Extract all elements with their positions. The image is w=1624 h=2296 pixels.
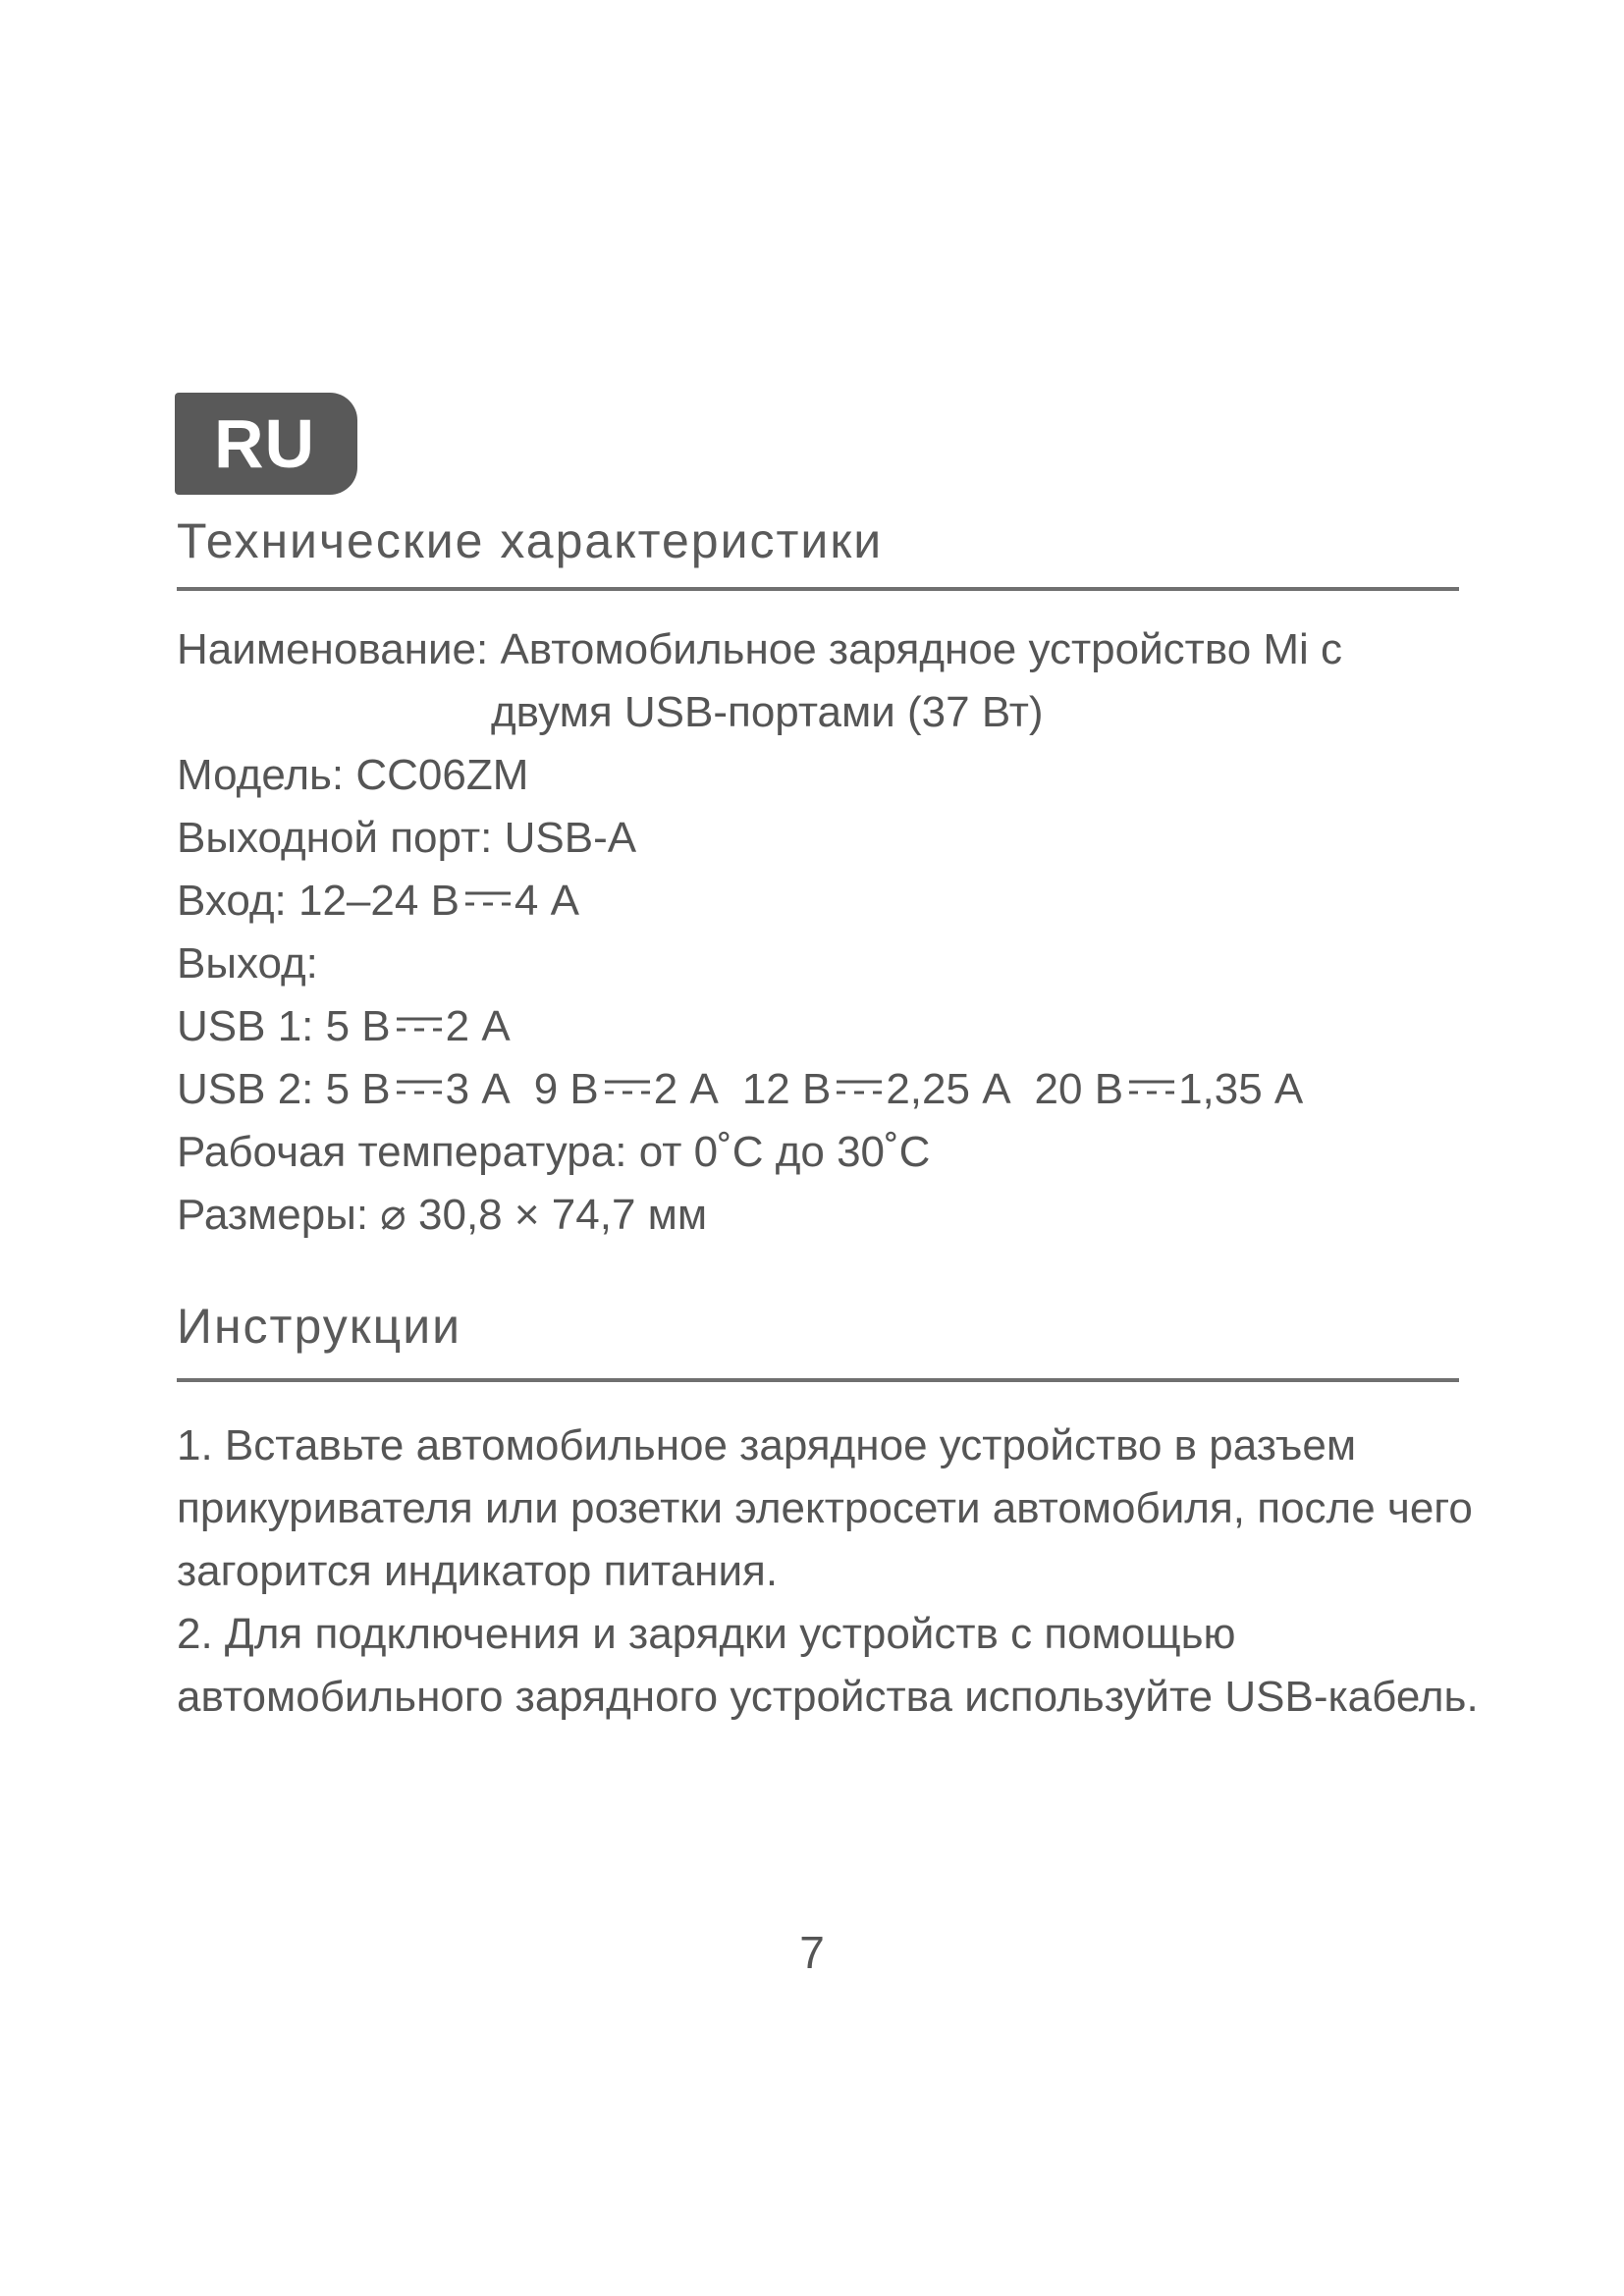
language-badge-label: RU — [214, 405, 316, 482]
specs-divider — [177, 587, 1459, 591]
spec-temperature: Рабочая температура: от 0˚C до 30˚C — [177, 1128, 931, 1176]
spec-usb1 — [177, 997, 511, 1056]
specs-title: Технические характеристики — [177, 513, 884, 568]
dc-current-icon — [835, 1077, 884, 1098]
spec-input-voltage: Вход: 12–24 В — [177, 877, 460, 925]
spec-usb2-voltage-4: 20 В — [1034, 1065, 1124, 1113]
spec-dimensions: Размеры: ⌀ 30,8 × 74,7 мм — [177, 1191, 708, 1239]
instructions-title: Инструкции — [177, 1299, 462, 1354]
dc-current-icon — [395, 1077, 444, 1098]
dc-current-icon — [603, 1077, 652, 1098]
instruction-line: 1. Вставьте автомобильное зарядное устройство в разъем — [177, 1421, 1357, 1469]
page-number: 7 — [799, 1927, 825, 1978]
spec-usb2-voltage-2: 9 В — [533, 1065, 599, 1113]
instruction-line: загорится индикатор питания. — [177, 1547, 779, 1595]
spec-name-line1: Наименование: Автомобильное зарядное устройство Mi с — [177, 625, 1343, 673]
spec-model: Модель: CC06ZM — [177, 751, 529, 799]
instruction-line: автомобильного зарядного устройства используйте USB-кабель. — [177, 1673, 1479, 1721]
spec-usb1-voltage: USB 1: 5 В — [177, 1002, 391, 1050]
spec-usb2-current-2: 2 А — [653, 1065, 719, 1113]
spec-usb2-voltage-3: 12 В — [741, 1065, 832, 1113]
instruction-line: прикуривателя или розетки электросети автомобиля, после чего — [177, 1484, 1473, 1532]
spec-usb2-voltage-1: USB 2: 5 В — [177, 1065, 391, 1113]
spec-input-current: 4 А — [514, 877, 579, 925]
spec-usb2-current-1: 3 А — [445, 1065, 511, 1113]
instructions-divider — [177, 1378, 1459, 1382]
dc-current-icon — [395, 1014, 444, 1036]
instruction-line: 2. Для подключения и зарядки устройств с помощью — [177, 1610, 1236, 1658]
spec-usb2-current-3: 2,25 А — [886, 1065, 1011, 1113]
spec-usb2 — [177, 1060, 1303, 1119]
language-badge — [175, 393, 357, 495]
spec-name-line2: двумя USB-портами (37 Вт) — [491, 688, 1044, 736]
spec-output-label: Выход: — [177, 939, 318, 988]
spec-input — [177, 872, 579, 931]
spec-usb2-current-4: 1,35 А — [1178, 1065, 1304, 1113]
dc-current-icon — [463, 888, 513, 910]
spec-output-port: Выходной порт: USB-A — [177, 814, 637, 862]
spec-usb1-current: 2 А — [445, 1002, 511, 1050]
dc-current-icon — [1127, 1077, 1176, 1098]
